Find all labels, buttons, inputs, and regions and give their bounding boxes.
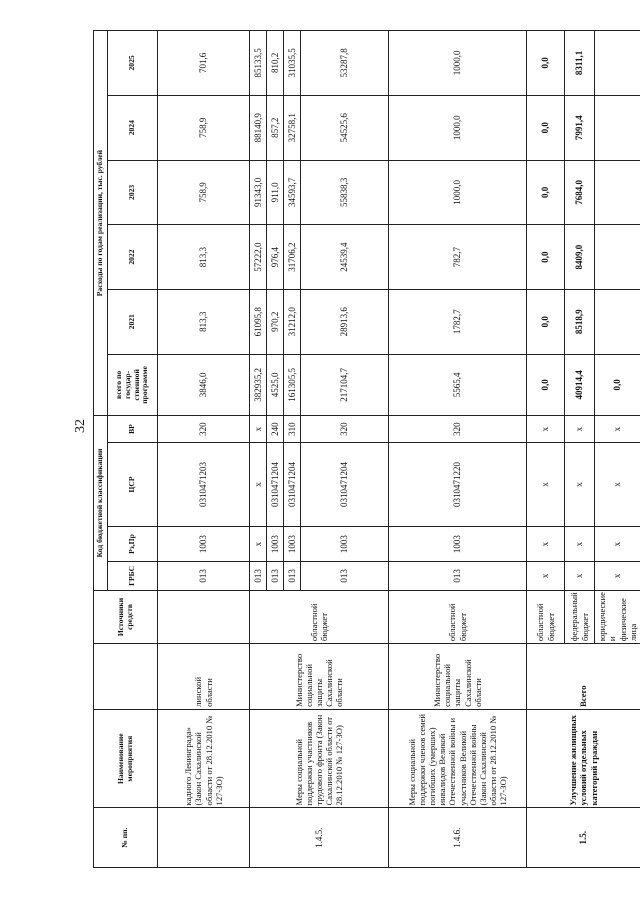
cell-total: 5565,4: [389, 354, 527, 416]
header-executor: [94, 644, 158, 710]
cell-grbs: х: [527, 562, 565, 591]
measure-num: 1.4.6.: [389, 808, 527, 868]
cell-rzpr: х: [250, 527, 267, 562]
header-vr: ВР: [108, 416, 158, 443]
cell-rzpr: х: [527, 527, 565, 562]
cell-2023: 1000,0: [389, 160, 527, 225]
cell-2024: 32758,1: [284, 95, 301, 160]
cell-2023: [595, 160, 640, 225]
cell-2022: 0,0: [527, 225, 565, 290]
header-grbs: ГРБС: [108, 562, 158, 591]
cell-csr: х: [595, 442, 640, 526]
cell-2021: 970,2: [267, 289, 284, 354]
cell-2021: 813,3: [158, 289, 250, 354]
cell-total: 217104,7: [301, 354, 389, 416]
cell-vr: х: [595, 416, 640, 443]
measure-name: Меры социальной поддержки участников трудового фронта (Закон Сахалинской области от 28.12.2010 № 127-ЗО): [250, 709, 389, 808]
cell-rzpr: 1003: [267, 527, 284, 562]
cell-grbs: 013: [284, 562, 301, 591]
cell-total: 0,0: [527, 354, 565, 416]
budget-table: [93, 30, 640, 868]
cell-total: 4525,0: [267, 354, 284, 416]
cell-2021: 61095,8: [250, 289, 267, 354]
cell-2024: 88140,9: [250, 95, 267, 160]
cell-vr: х: [527, 416, 565, 443]
cell-2022: 57222,0: [250, 225, 267, 290]
cell-2023: 0,0: [527, 160, 565, 225]
cell-2021: 1782,7: [389, 289, 527, 354]
row-num-empty: [158, 808, 250, 868]
cell-2023: 758,9: [158, 160, 250, 225]
cell-vr: 240: [267, 416, 284, 443]
cell-2024: [595, 95, 640, 160]
cell-2023: 55838,3: [301, 160, 389, 225]
cell-csr: 0310471220: [389, 442, 527, 526]
cell-vr: х: [565, 416, 595, 443]
cell-2025: 31035,5: [284, 31, 301, 96]
cell-csr: 0310471203: [158, 442, 250, 526]
cell-2022: 31706,2: [284, 225, 301, 290]
page-number: 32: [73, 419, 88, 433]
header-csr: ЦСР: [108, 442, 158, 526]
source: областной бюджет: [389, 590, 527, 643]
cell-grbs: 013: [389, 562, 527, 591]
source: областной бюджет: [527, 590, 565, 643]
cell-rzpr: х: [565, 527, 595, 562]
header-2022: 2022: [108, 225, 158, 290]
cell-2022: [595, 225, 640, 290]
header-total: всего по государ- ственной программе: [108, 354, 158, 416]
cell-2024: 857,2: [267, 95, 284, 160]
measure-name: Улучшение жилищных условий отдельных категорий граждан: [527, 709, 640, 808]
header-expenses: Расходы по годам реализации, тыс. рублей: [94, 31, 108, 416]
cell-rzpr: 1003: [389, 527, 527, 562]
cell-csr: 0310471204: [301, 442, 389, 526]
header-budget-code: Код бюджетной классификации: [94, 416, 108, 591]
executor: Всего: [527, 644, 640, 710]
cell-vr: х: [250, 416, 267, 443]
cell-2025: 701,6: [158, 31, 250, 96]
measure-num: 1.5.: [527, 808, 640, 868]
cell-2024: 1000,0: [389, 95, 527, 160]
table-row: [389, 31, 527, 868]
cell-total: 40914,4: [565, 354, 595, 416]
cell-2025: 1000,0: [389, 31, 527, 96]
rotated-page: [93, 30, 638, 868]
executor: линской области: [158, 644, 250, 710]
measure-num: 1.4.5.: [250, 808, 389, 868]
cell-total: 382935,2: [250, 354, 267, 416]
header-2025: 2025: [108, 31, 158, 96]
cell-total: 161305,5: [284, 354, 301, 416]
cell-grbs: 013: [250, 562, 267, 591]
cell-2024: 7991,4: [565, 95, 595, 160]
table-row: [250, 31, 267, 868]
source: федеральный бюджет: [565, 590, 595, 643]
cell-2022: 24539,4: [301, 225, 389, 290]
cell-2022: 976,4: [267, 225, 284, 290]
cell-2023: 7684,0: [565, 160, 595, 225]
header-2024: 2024: [108, 95, 158, 160]
executor: Министерство социальной защиты Сахалинской области: [389, 644, 527, 710]
cell-2023: 34593,7: [284, 160, 301, 225]
cell-2025: 0,0: [527, 31, 565, 96]
cell-2025: 810,2: [267, 31, 284, 96]
cell-2021: [595, 289, 640, 354]
cell-grbs: х: [565, 562, 595, 591]
cell-grbs: 013: [267, 562, 284, 591]
cell-rzpr: 1003: [284, 527, 301, 562]
header-2021: 2021: [108, 289, 158, 354]
source: юридические и физические лица: [595, 590, 640, 643]
cell-2023: 91343,0: [250, 160, 267, 225]
cell-rzpr: 1003: [158, 527, 250, 562]
cell-2021: 8518,9: [565, 289, 595, 354]
cell-csr: х: [527, 442, 565, 526]
source-empty: [158, 590, 250, 643]
cell-grbs: х: [595, 562, 640, 591]
cell-2025: 85133,5: [250, 31, 267, 96]
cell-2022: 782,7: [389, 225, 527, 290]
cell-2025: [595, 31, 640, 96]
cell-2024: 758,9: [158, 95, 250, 160]
table-row: [158, 31, 250, 868]
cell-2021: 0,0: [527, 289, 565, 354]
executor: Министерство социальной защиты Сахалинской области: [250, 644, 389, 710]
cell-2021: 28913,6: [301, 289, 389, 354]
cell-csr: 0310471204: [284, 442, 301, 526]
cell-2021: 31212,0: [284, 289, 301, 354]
cell-2022: 8409,0: [565, 225, 595, 290]
cell-2022: 813,3: [158, 225, 250, 290]
cell-grbs: 013: [301, 562, 389, 591]
cell-vr: 310: [284, 416, 301, 443]
measure-name: Меры социальной поддержки членов семей погибших (умерших) инвалидов Великой Отечественной войны и участников Великой Отечественной войны (Закон Сахалинской области от 28.12.2010 № 127-ЗО): [389, 709, 527, 808]
cell-grbs: 013: [158, 562, 250, 591]
header-rzpr: Рз,Пр: [108, 527, 158, 562]
cell-vr: 320: [158, 416, 250, 443]
cell-rzpr: х: [595, 527, 640, 562]
cell-rzpr: 1003: [301, 527, 389, 562]
cell-vr: 320: [301, 416, 389, 443]
cell-vr: 320: [389, 416, 527, 443]
cell-2023: 911,0: [267, 160, 284, 225]
cell-csr: х: [565, 442, 595, 526]
cell-2024: 0,0: [527, 95, 565, 160]
measure-name: кадного Ленинграда» (Закон Сахалинской области от 28.12.2010 № 127-ЗО): [158, 709, 250, 808]
table-row: [527, 31, 565, 868]
cell-total: 0,0: [595, 354, 640, 416]
header-source: Источники средств: [94, 590, 158, 643]
cell-2025: 8311,1: [565, 31, 595, 96]
cell-csr: 0310471204: [267, 442, 284, 526]
cell-total: 3846,0: [158, 354, 250, 416]
source: областной бюджет: [250, 590, 389, 643]
header-num: № пп.: [94, 808, 158, 868]
header-name: Наименование мероприятия: [94, 709, 158, 808]
header-2023: 2023: [108, 160, 158, 225]
cell-2025: 53287,8: [301, 31, 389, 96]
cell-2024: 54525,6: [301, 95, 389, 160]
cell-csr: х: [250, 442, 267, 526]
